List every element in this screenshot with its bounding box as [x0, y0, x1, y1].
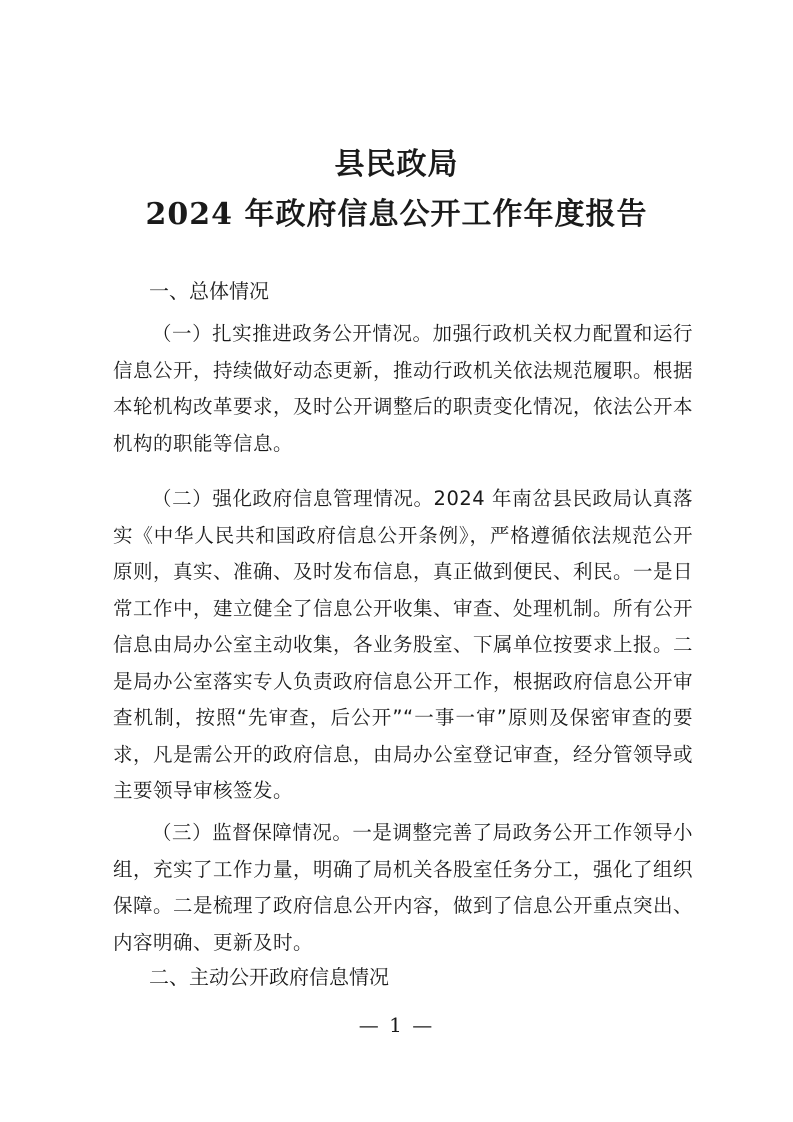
- paragraph-3-text: （三）监督保障情况。一是调整完善了局政务公开工作领导小组，充实了工作力量，明确了局机关各股室任务分工，强化了组织保障。二是梳理了政府信息公开内容，做到了信息公开重点突出、内容明确、更新及时。: [113, 821, 694, 954]
- paragraph-2: [113, 481, 693, 810]
- paragraph-1-text: （一）扎实推进政务公开情况。加强行政机关权力配置和运行信息公开，持续做好动态更新，推动行政机关依法规范履职。根据本轮机构改革要求，及时公开调整后的职责变化情况，依法公开本机构的职能等信息。: [113, 322, 694, 455]
- document-title-line1: 县民政局: [334, 147, 459, 182]
- section-heading-proactive-disclosure: 二、主动公开政府信息情况: [149, 965, 389, 989]
- document-title-line2: 2024 年政府信息公开工作年度报告: [145, 197, 648, 232]
- paragraph-2-text: （二）强化政府信息管理情况。2024 年南岔县民政局认真落实《中华人民共和国政府信息公开条例》，严格遵循依法规范公开原则，真实、准确、及时发布信息，真正做到便民、利民。一是日常工作中，建立健全了信息公开收集、审查、处理机制。所有公开信息由局办公室主动收集，各业务股室、下属单位按要求上报。二是局办公室落实专人负责政府信息公开工作，根据政府信息公开审查机制，按照“先审查，后公开”“一事一审”原则及保密审查的要求，凡是需公开的政府信息，由局办公室登记审查，经分管领导或主要领导审核签发。: [113, 487, 694, 802]
- paragraph-3: [113, 815, 693, 961]
- paragraph-1: [113, 316, 693, 462]
- page-number: — 1 —: [358, 1013, 435, 1037]
- section-heading-overview: 一、总体情况: [149, 279, 269, 303]
